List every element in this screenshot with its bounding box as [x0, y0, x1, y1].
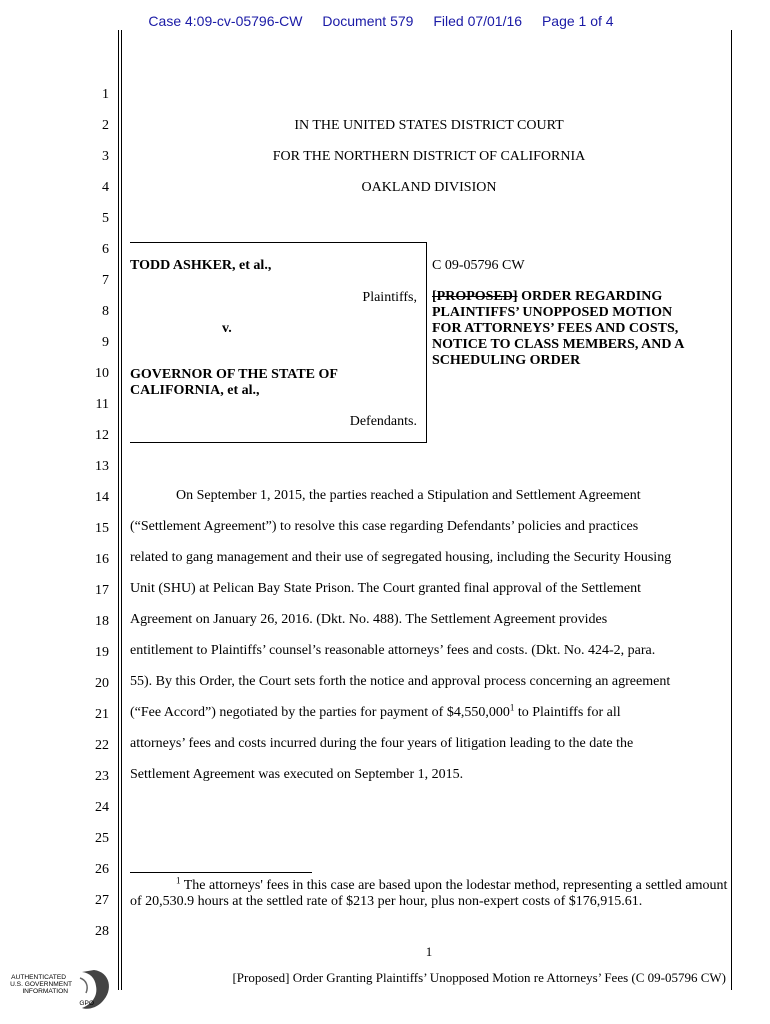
pleading-rule-left-outer	[118, 30, 119, 990]
line-number: 21	[95, 707, 109, 722]
line-number: 20	[95, 676, 109, 691]
line-number: 14	[95, 490, 109, 505]
body-line: entitlement to Plaintiffs’ counsel’s reasonable attorneys’ fees and costs. (Dkt. No. 424-2, para.	[130, 643, 656, 658]
line-number: 10	[95, 366, 109, 381]
line-number: 27	[95, 893, 109, 908]
line-number: 2	[102, 118, 109, 133]
line-number: 23	[95, 769, 109, 784]
footnote-marker: 1	[176, 875, 181, 886]
body-line: 55). By this Order, the Court sets forth the notice and approval process concerning an agreement	[130, 674, 671, 689]
order-title-line5: SCHEDULING ORDER	[432, 353, 581, 368]
body-line	[130, 702, 728, 721]
seal-text-line1: AUTHENTICATED	[11, 974, 66, 981]
body-text: to Plaintiffs for all	[514, 705, 621, 720]
body-line: On September 1, 2015, the parties reached a Stipulation and Settlement Agreement	[176, 488, 641, 503]
body-line: related to gang management and their use of segregated housing, including the Security Housing	[130, 550, 672, 565]
line-number: 16	[95, 552, 109, 567]
pleading-rule-right	[731, 30, 732, 990]
proposed-strikethrough: [PROPOSED]	[432, 289, 518, 304]
body-line: Unit (SHU) at Pelican Bay State Prison. The Court granted final approval of the Settlement	[130, 581, 642, 596]
line-number: 26	[95, 862, 109, 877]
court-name: IN THE UNITED STATES DISTRICT COURT	[294, 118, 564, 133]
filed-date-stamp: Filed 07/01/16	[433, 13, 523, 29]
line-number: 15	[95, 521, 109, 536]
caption-case-number: C 09-05796 CW	[432, 258, 525, 273]
line-number: 12	[95, 428, 109, 443]
page-footer: [Proposed] Order Granting Plaintiffs’ Unopposed Motion re Attorneys’ Fees (C 09-05796 CW)	[232, 970, 726, 985]
plaintiff-name: TODD ASHKER, et al.,	[130, 258, 272, 273]
caption-border-top	[130, 242, 427, 243]
line-number: 9	[102, 335, 109, 350]
body-text: (“Fee Accord”) negotiated by the parties for payment of $4,550,000	[130, 705, 510, 720]
defendants-label: Defendants.	[349, 414, 417, 429]
seal-text-line3: INFORMATION	[22, 988, 68, 995]
footnote-reference: 1	[509, 702, 515, 713]
line-number: 6	[102, 242, 109, 257]
seal-text-line4: GPO	[79, 1000, 94, 1007]
body-line: attorneys’ fees and costs incurred during the four years of litigation leading to the date the	[130, 736, 634, 751]
order-title-line2: PLAINTIFFS’ UNOPPOSED MOTION	[432, 305, 673, 320]
line-number: 18	[95, 614, 109, 629]
court-division: OAKLAND DIVISION	[361, 180, 497, 195]
page-number: 1	[425, 944, 433, 959]
court-district: FOR THE NORTHERN DISTRICT OF CALIFORNIA	[272, 149, 586, 164]
line-number: 22	[95, 738, 109, 753]
plaintiffs-label: Plaintiffs,	[362, 290, 417, 305]
line-number: 3	[102, 149, 109, 164]
defendant-name-line1: GOVERNOR OF THE STATE OF	[130, 367, 338, 382]
footnote-separator	[130, 872, 312, 873]
eagle-wing-icon	[80, 978, 87, 993]
line-number: 13	[95, 459, 109, 474]
line-number: 19	[95, 645, 109, 660]
line-number: 8	[102, 304, 109, 319]
caption-border-right	[426, 242, 427, 443]
page-count-stamp: Page 1 of 4	[541, 13, 614, 29]
case-number-stamp: Case 4:09-cv-05796-CW	[148, 13, 303, 29]
seal-text-line2: U.S. GOVERNMENT	[10, 981, 72, 988]
order-title-line4: NOTICE TO CLASS MEMBERS, AND A	[432, 337, 685, 352]
versus: v.	[222, 321, 232, 336]
line-number: 25	[95, 831, 109, 846]
pleading-rule-left-inner	[121, 30, 122, 990]
body-line: Agreement on January 26, 2016. (Dkt. No. 488). The Settlement Agreement provides	[130, 612, 608, 627]
line-number: 7	[102, 273, 109, 288]
line-number: 4	[102, 180, 109, 195]
body-line: Settlement Agreement was executed on September 1, 2015.	[130, 767, 464, 782]
footnote	[130, 875, 728, 910]
ecf-filing-header	[0, 13, 770, 29]
order-title-line3: FOR ATTORNEYS’ FEES AND COSTS,	[432, 321, 679, 336]
line-number: 5	[102, 211, 109, 226]
gpo-authentication-seal	[10, 964, 115, 1014]
body-line: (“Settlement Agreement”) to resolve this case regarding Defendants’ policies and practices	[130, 519, 639, 534]
defendant-name-line2: CALIFORNIA, et al.,	[130, 383, 260, 398]
document-number-stamp: Document 579	[322, 13, 414, 29]
footnote-text: The attorneys' fees in this case are based upon the lodestar method, representing a settled amount of 20,530.9 hours at the settled rate of $213 per hour, plus non-expert costs of $176,915.61.	[130, 878, 728, 909]
order-title-line1: ORDER REGARDING	[517, 289, 663, 304]
line-number: 24	[95, 800, 109, 815]
line-number: 1	[102, 87, 109, 102]
line-number: 28	[95, 924, 109, 939]
caption-border-bottom	[130, 442, 427, 443]
order-title	[432, 289, 728, 369]
line-number: 11	[95, 397, 109, 412]
line-number: 17	[95, 583, 109, 598]
